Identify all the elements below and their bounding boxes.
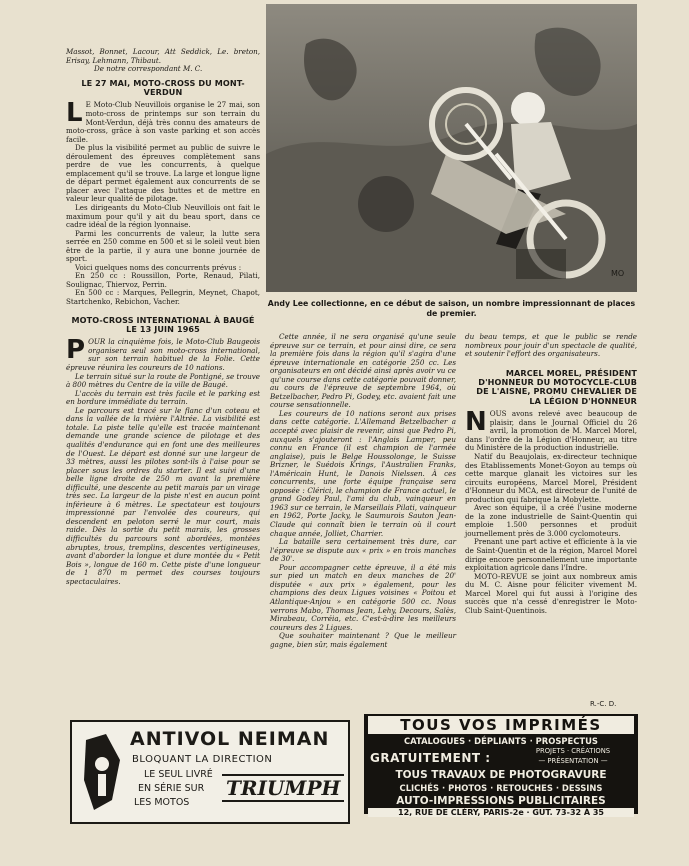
ad-line: EN SÉRIE SUR — [138, 783, 205, 794]
plate-text: MO — [611, 269, 625, 278]
ad-line: LES MOTOS — [134, 797, 190, 808]
headline-mont-verdun: LE 27 MAI, MOTO-CROSS DU MONT-VERDUN — [81, 77, 245, 98]
headline-bauge: MOTO-CROSS INTERNATIONAL À BAUGÉ LE 13 JUIN 1965 — [71, 314, 255, 334]
article-paragraph: MOTO-REVUE se joint aux nombreux amis du M. C. Aisne pour féliciter vivement M. Marcel Morel qui fut aussi à l'origine des succès que n'a cessé d'enregistrer le Moto-Club Saint-Quentinois. — [465, 571, 637, 615]
ad-line: BLOQUANT LA DIRECTION — [132, 754, 273, 765]
column-1 — [66, 48, 260, 586]
article-paragraph: En 500 cc : Marques, Pellegrin, Meynet, Chapot, Startchenko, Rebichon, Vacher. — [66, 288, 260, 307]
ad-antivol-neiman — [70, 720, 350, 824]
dropcap-l: L — [66, 98, 83, 129]
triumph-logo: TRIUMPH — [222, 774, 344, 802]
photo-caption: Andy Lee collectionne, en ce début de saison, un nombre impressionnant de places de premier. — [267, 299, 636, 318]
motocross-photo — [266, 4, 637, 292]
article-paragraph: Les coureurs de 10 nations seront aux prises dans cette catégorie. L'Allemand Betzelbacher a accepté avec plaisir de revenir, ainsi que Pedro Pi, auxquels s'ajouteront : l'Anglais Lamper, peu connu en France (il est champion de l'armée anglaise), puis le Belge Houssolonge, le Suisse Brizner, le Suédois Krings, l'Australien Franks, l'Américain Hunt, le Danois Nielssen. À ces concurrents, une forte équipe française sera opposée : Clérici, le champion de France actuel, le grand Godey Paul, l'ami du club, vainqueur en 1963 sur ce terrain, le Marseillais Pilati, vainqueur en 1962, Porte Jacky, le Saumurois Sauton Jean-Claude qui connaît bien le terrain où il court chaque année, Jolliet, Charrier. — [270, 408, 456, 538]
intro-names: Massot, Bonnet, Lacour, Att Seddick, Le. breton, Erisay, Lehmann, Thibaut. — [66, 47, 260, 65]
dropcap-p: P — [66, 335, 86, 366]
article-paragraph: Parmi les concurrents de valeur, la lutte sera serrée en 250 comme en 500 et si le soleil veut bien être de la partie, il y aura une bonne journée de sport. — [66, 228, 260, 264]
ad-print-address: 12, RUE DE CLÉRY, PARIS-2e · GUT. 73-32 À 35 — [368, 808, 634, 817]
article-paragraph: Pour accompagner cette épreuve, il a été mis sur pied un match en deux manches de 20' disputée « aux prix » également, pour les champions des deux Ligues voisines « Poitou et Atlantique-Anjou » en catégorie 500 cc. Nous verrons Mabo, Thomas Jean, Lehy, Decours, Salès, Mirabeau, Corréia, etc. C'est-à-dire les meilleurs coureurs des 2 Ligues. — [270, 562, 456, 632]
ad-print-line: PROJETS · CRÉATIONS — [535, 747, 611, 755]
lock-illustration — [76, 730, 126, 814]
ad-print-line: — PRÉSENTATION — — [538, 757, 608, 765]
article-paragraph: En 250 cc : Roussillon, Porte, Renaud, Pilati, Soulignac, Thiervoz, Perrin. — [66, 271, 260, 289]
ad-print-line: CLICHÉS · PHOTOS · RETOUCHES · DESSINS — [399, 783, 603, 793]
article-paragraph: Le terrain situé sur la route de Pontigné, se trouve à 800 mètres du Centre de la ville de Baugé. — [66, 371, 260, 390]
ad-line: LE SEUL LIVRÉ — [144, 769, 213, 780]
article-paragraph: La bataille sera certainement très dure, car l'épreuve se dispute aux « prix » en trois manches de 30'. — [270, 537, 456, 564]
ad-print-line: GRATUITEMENT : — [370, 751, 491, 765]
article-paragraph: Natif du Beaujolais, ex-directeur technique des Etablissements Monet-Goyon au temps où cette marque glanait les victoires sur les circuits européens, Marcel Morel, Président d'Honneur du MCA, est directeur de l'unité de production qui fabrique la Mobylette. — [465, 452, 637, 504]
article-morel-lead: NOUS avons relevé avec beaucoup de plaisir, dans le Journal Officiel du 26 avril, la promotion de M. Marcel Morel, dans l'ordre de la Légion d'Honneur, au titre du Ministère de la production industrielle. — [465, 407, 637, 453]
intro-byline: De notre correspondant M. C. — [94, 64, 203, 74]
article-paragraph: Le parcours est tracé sur le flanc d'un coteau et dans la vallée de la rivière l'Altrée. La visibilité est totale. La piste telle qu'elle est tracée maintenant demande une grande science de pilotage et des qualités d'endurance qui en font une des meilleures de l'Ouest. Le départ est donné sur une largeur de 33 mètres, aussi les pilotes sont-ils à l'aise pour se placer sous les ordres du starter. Il est suivi d'une belle ligne droite de 250 m avant la première difficulté, une descente au petit marais par un virage très sec. La largeur de la piste n'est en aucun point inférieure à 6 mètres. Le spectateur est toujours impressionné par l'envolée des coureurs, qui descendent en peloton serré le mur court, mais raide. Dès la sortie du petit marais, les grosses difficultés du parcours sont abordées, montées abruptes, trous, tremplins, descentes vertigineuses, avant d'aborder la longue et dure montée du « Petit Bois », longue de 160 m. Cette piste d'une longueur de 1 870 m permet des courses toujours spectaculaires. — [66, 405, 260, 586]
column-3 — [465, 333, 637, 615]
ad-imprimes — [364, 714, 638, 817]
helmet-shape — [511, 92, 545, 126]
dropcap-n: N — [465, 407, 487, 438]
article-bauge-lead: POUR la cinquième fois, le Moto-Club Baugeois organisera seul son moto-cross international, sur son terrain habituel de la Folie. Cette épreuve réunira les coureurs de 10 nations. — [66, 335, 260, 373]
article-paragraph: De plus la visibilité permet au public de suivre le déroulement des épreuves complètement sans perdre de vue les concurrents, à quelque emplacement qu'il se trouve. La large et longue ligne de départ permet également aux concurrents de se placer avec l'attaque des buttes et de mettre en valeur leur qualité de pilotage. — [66, 143, 260, 204]
article-paragraph: Que souhaiter maintenant ? Que le meilleur gagne, bien sûr, mais également — [270, 631, 456, 649]
ad-print-line: AUTO-IMPRESSIONS PUBLICITAIRES — [396, 795, 606, 807]
article-paragraph: du beau temps, et que le public se rende nombreux pour jouir d'un spectacle de qualité, et soutenir l'effort des organisateurs. — [465, 332, 637, 359]
rider-illustration — [266, 4, 637, 292]
article-paragraph: Prenant une part active et efficiente à la vie de Saint-Quentin et de la région, Marcel Morel dirige encore personnellement une importante exploitation agricole dans l'Indre. — [465, 537, 637, 573]
ad-print-line: CATALOGUES · DÉPLIANTS · PROSPECTUS — [404, 736, 598, 746]
signature: R.-C. D. — [590, 700, 617, 708]
article-paragraph: Voici quelques noms des concurrents prévus : — [75, 262, 242, 272]
headline-marcel-morel: MARCEL MOREL, PRÉSIDENT D'HONNEUR DU MOTOCYCLE-CLUB DE L'AISNE, PROMU CHEVALIER DE LA LÉGION D'HONNEUR — [476, 367, 637, 406]
column-2 — [270, 333, 456, 649]
article-mont-verdun-lead: L E Moto-Club Neuvillois organise le 27 mai, son moto-cross de printemps sur son terrain du Mont-Verdun, déjà très connu des amateurs de moto-cross, grâce à son vaste parking et son accès facile. — [66, 98, 260, 144]
article-paragraph: L'accès du terrain est très facile et le parking est en bordure immédiate du terrain. — [66, 388, 260, 407]
article-paragraph: Avec son équipe, il a créé l'usine moderne de la zone industrielle de Saint-Quentin qui emploie 1.500 personnes et produit journellement près de 3.000 cyclomoteurs. — [465, 503, 637, 538]
article-paragraph: Les dirigeants du Moto-Club Neuvillois ont fait le maximum pour qu'il y ait du beau sport, dans ce cadre idéal de la région lyonnaise. — [66, 203, 260, 230]
article-paragraph: Cette année, il ne sera organisé qu'une seule épreuve sur ce terrain, et pour ainsi dire, ce sera la première fois dans la région qu'il s'agira d'une épreuve internationale en catégorie 250 cc. Les organisateurs en ont décidé ainsi après avoir vu ce qu'une course dans cette catégorie pouvait donner, au cours de l'épreuve de septembre 1964, où Betzelbacher, Pedro Pi, Godey, etc. avaient fait une course sensationnelle. — [270, 332, 456, 410]
ad-brand: ANTIVOL NEIMAN — [130, 728, 330, 750]
ad-print-line: TOUS TRAVAUX DE PHOTOGRAVURE — [395, 769, 607, 781]
ad-print-title: TOUS VOS IMPRIMÉS — [368, 716, 634, 734]
